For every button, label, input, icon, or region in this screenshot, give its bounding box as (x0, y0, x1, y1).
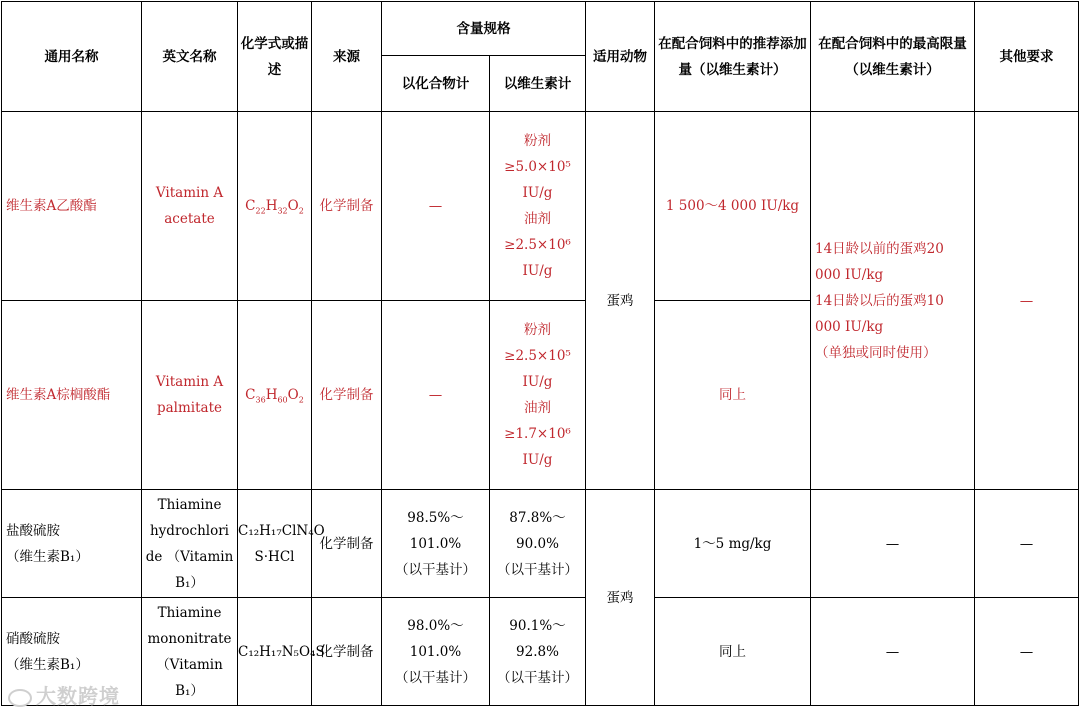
cell-by-vitamin: 90.1%～92.8% （以干基计） (490, 598, 586, 706)
cell-english: Thiamine hydrochlori de （Vitamin B₁） (142, 490, 238, 598)
table-row (2, 598, 1079, 706)
header-max: 在配合饲料中的最高限量（以维生素计） (811, 2, 975, 112)
cell-formula: C₁₂H₁₇N₅O₄S (238, 598, 312, 706)
cell-recommended: 同上 (655, 301, 811, 490)
cell-english: Thiamine mononitrate （Vitamin B₁） (142, 598, 238, 706)
cell-formula: $C_{36}H_{60}O_2$ (238, 301, 312, 490)
cell-source: 化学制备 (312, 301, 382, 490)
cell-animal-group-b: 蛋鸡 (586, 490, 655, 706)
cell-by-vitamin: 粉剂 ≥2.5×10⁵ IU/g 油剂 ≥1.7×10⁶ IU/g (490, 301, 586, 490)
cell-by-compound: — (382, 112, 490, 301)
table-row (2, 490, 1079, 598)
watermark (8, 680, 120, 709)
vitamin-additive-table (1, 1, 1079, 706)
cell-by-vitamin: 87.8%～90.0% （以干基计） (490, 490, 586, 598)
cell-name: 盐酸硫胺 （维生素B₁） (2, 490, 142, 598)
cell-name: 硝酸硫胺 （维生素B₁） (2, 598, 142, 706)
header-recommended: 在配合饲料中的推荐添加量（以维生素计） (655, 2, 811, 112)
cell-other: — (975, 598, 1079, 706)
cell-animal-group-a: 蛋鸡 (586, 112, 655, 490)
cell-source: 化学制备 (312, 598, 382, 706)
cell-formula: C₁₂H₁₇ClN₄O S·HCl (238, 490, 312, 598)
header-content-spec: 含量规格 (382, 2, 586, 56)
cell-formula: $C_{22}H_{32}O_2$ (238, 112, 312, 301)
cell-other: — (975, 490, 1079, 598)
cell-recommended: 1 500～4 000 IU/kg (655, 112, 811, 301)
cell-english: Vitamin A acetate (142, 112, 238, 301)
cell-by-compound: 98.5%～101.0% （以干基计） (382, 490, 490, 598)
cell-source: 化学制备 (312, 490, 382, 598)
cell-max-group-a: 14日龄以前的蛋鸡20 000 IU/kg 14日龄以后的蛋鸡10 000 IU/kg （单独或同时使用） (811, 112, 975, 490)
cell-by-vitamin: 粉剂 ≥5.0×10⁵ IU/g 油剂 ≥2.5×10⁶ IU/g (490, 112, 586, 301)
cell-by-compound: 98.0%～101.0% （以干基计） (382, 598, 490, 706)
cell-recommended: 同上 (655, 598, 811, 706)
cell-by-compound: — (382, 301, 490, 490)
header-name: 通用名称 (2, 2, 142, 112)
table-row (2, 112, 1079, 301)
header-by-compound: 以化合物计 (382, 56, 490, 112)
cell-english: Vitamin A palmitate (142, 301, 238, 490)
cell-name: 维生素A乙酸酯 (2, 112, 142, 301)
header-english: 英文名称 (142, 2, 238, 112)
header-other: 其他要求 (975, 2, 1079, 112)
logo-icon (8, 689, 32, 707)
cell-source: 化学制备 (312, 112, 382, 301)
header-formula: 化学式或描述 (238, 2, 312, 112)
header-by-vitamin: 以维生素计 (490, 56, 586, 112)
header-source: 来源 (312, 2, 382, 112)
header-animal: 适用动物 (586, 2, 655, 112)
watermark-text: 大数跨境 (36, 684, 120, 708)
cell-name: 维生素A棕榈酸酯 (2, 301, 142, 490)
cell-max: — (811, 598, 975, 706)
cell-recommended: 1～5 mg/kg (655, 490, 811, 598)
cell-other-group-a: — (975, 112, 1079, 490)
cell-max: — (811, 490, 975, 598)
